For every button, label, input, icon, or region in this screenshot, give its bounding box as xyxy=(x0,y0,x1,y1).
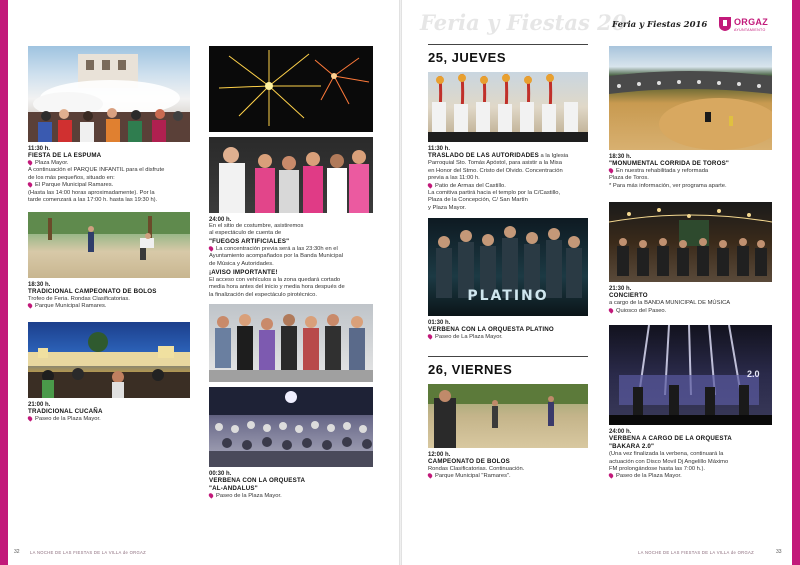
left-column-1 xyxy=(28,46,190,424)
bakara-stage-photo xyxy=(609,325,772,425)
fireworks-photo xyxy=(209,46,373,132)
event-description: de Música y Autoridades. xyxy=(209,260,274,267)
event-location: Paseo de la Plaza Mayor. xyxy=(609,473,772,480)
location-pin-icon xyxy=(427,182,433,188)
event-location: Parque Municipal Ramares. xyxy=(28,303,190,310)
event-time: 21:00 h. xyxy=(28,402,51,409)
bolos-championship-photo xyxy=(428,384,588,448)
procession-photo xyxy=(428,72,588,142)
warning-text: la finalización del espectáculo pirotécnico. xyxy=(209,291,317,298)
event-description: FM prolongándose hasta las 7:00 h.). xyxy=(609,465,706,472)
location-pin-icon xyxy=(427,472,433,478)
event-description: A continuación el PARQUE INFANTIL para el disfrute xyxy=(28,167,165,174)
event-location: Parque Municipal "Ramares". xyxy=(428,473,588,480)
location-pin-icon xyxy=(208,493,214,499)
header-title: Feria y Fiestas 2016 xyxy=(612,20,708,30)
location-pin-icon xyxy=(27,416,33,422)
al-andalus-band-photo xyxy=(209,304,373,382)
location-pin-icon xyxy=(427,334,433,340)
page-number-left: 32 xyxy=(14,549,20,555)
event-title-line: TRASLADO DE LAS AUTORIDADES a la Iglesia xyxy=(428,152,569,159)
day-heading-25: 25, JUEVES xyxy=(428,50,506,65)
event-description: (Una vez finalizada la verbena, continuará la xyxy=(609,451,724,458)
foam-party-illustration xyxy=(28,46,190,142)
event-location: Patio de Armas del Castillo. xyxy=(428,183,588,190)
bullring-illustration xyxy=(609,46,772,150)
orgaz-logo-subtext: AYUNTAMIENTO xyxy=(734,28,766,32)
event-description: Plaza de Toros. xyxy=(609,175,649,182)
event-location: La concentración previa será a las 23:30h en el xyxy=(209,246,373,253)
event-location: Quiosco del Paseo. xyxy=(609,308,772,315)
event-title-band: "BAKARA 2.0" xyxy=(609,443,655,451)
concert-band-photo xyxy=(609,202,772,282)
event-location: Paseo de la Plaza Mayor. xyxy=(28,416,190,423)
location-pin-icon xyxy=(608,307,614,313)
event-description: Trofeo de Feria. Rondas Clasificatorias. xyxy=(28,295,130,302)
location-pin-icon xyxy=(608,167,614,173)
event-note: * Para más información, ver programa aparte. xyxy=(609,182,727,189)
right-page xyxy=(400,0,792,565)
procession-illustration xyxy=(428,72,588,142)
event-title: CAMPEONATO DE BOLOS xyxy=(428,457,510,465)
event-time: 24:00 h. xyxy=(209,217,232,223)
bakara-logo-text: 2.0 xyxy=(747,369,760,380)
location-pin-icon xyxy=(27,182,33,188)
band-illustration xyxy=(209,304,373,382)
right-column-1 xyxy=(428,44,588,481)
cucana-illustration xyxy=(28,322,190,398)
bolos-illustration xyxy=(28,212,190,278)
event-time: 18:30 h. xyxy=(609,154,632,160)
location-pin-icon xyxy=(208,245,214,251)
event-description: actuación con Disco Movil Dj Angelillo Máximo xyxy=(609,458,729,465)
location-pin-icon xyxy=(27,159,33,165)
warning-title: ¡AVISO IMPORTANTE! xyxy=(209,269,278,277)
event-location: Paseo de La Plaza Mayor. xyxy=(428,334,588,341)
event-time: 21:30 h. xyxy=(609,286,632,293)
event-description: Parroquial Sto. Tomás Apóstol, para asistir a la Misa xyxy=(428,160,562,167)
platino-logo-text: PLATINO xyxy=(467,288,549,305)
event-title: CONCIERTO xyxy=(609,292,648,300)
foam-party-photo xyxy=(28,46,190,142)
event-title: VERBENA CON LA ORQUESTA xyxy=(209,477,306,485)
bullring-photo xyxy=(609,46,772,150)
orgaz-crest-icon xyxy=(718,16,732,32)
group-illustration xyxy=(209,137,373,213)
event-description: Plaza de la Concepción, C/ San Martín xyxy=(428,197,528,204)
bolos-game-photo xyxy=(28,212,190,278)
event-location: En nuestra rehabilitada y reformada xyxy=(609,168,772,175)
event-time: 12:00 h. xyxy=(428,451,451,458)
footer-left: LA NOCHE DE LAS FIESTAS DE LA VILLA de ORGAZ xyxy=(30,550,146,555)
event-title: VERBENA A CARGO DE LA ORQUESTA xyxy=(609,435,732,443)
location-pin-icon xyxy=(608,473,614,479)
orgaz-logo-text: ORGAZ xyxy=(734,17,768,27)
footer-right: LA NOCHE DE LAS FIESTAS DE LA VILLA de ORGAZ xyxy=(638,550,754,555)
event-time: 18:30 h. xyxy=(28,281,51,288)
warning-text: media hora antes del inicio y media hora después de xyxy=(209,284,345,291)
event-time: 01:30 h. xyxy=(428,320,451,327)
warning-text: El acceso con vehículos a la zona quedará cortado xyxy=(209,277,341,284)
event-title: TRADICIONAL CUCAÑA xyxy=(28,408,103,416)
location-pin-icon xyxy=(27,302,33,308)
ghost-title: Feria y Fiestas 20 xyxy=(420,10,627,35)
event-title: FIESTA DE LA ESPUMA xyxy=(28,152,102,159)
left-page xyxy=(8,0,400,565)
event-description: al espectáculo de cuenta de xyxy=(209,230,282,237)
cucana-night-photo xyxy=(28,322,190,398)
program-spread xyxy=(8,0,792,565)
event-description: Ayuntamiento acompañados por la Banda Municipal xyxy=(209,253,343,260)
right-column-2 xyxy=(609,46,772,481)
event-time: 00:30 h. xyxy=(209,471,232,478)
event-description: (Hasta las 14:00 horas aproximadamente). Por la xyxy=(28,189,155,196)
bolos-championship-illustration xyxy=(428,384,588,448)
event-title: "FUEGOS ARTIFICIALES" xyxy=(209,237,290,245)
day-heading-26: 26, VIERNES xyxy=(428,361,513,377)
crowd-illustration xyxy=(209,387,373,467)
page-number-right: 33 xyxy=(776,549,782,555)
event-title: VERBENA CON LA ORQUESTA PLATINO xyxy=(428,326,554,334)
event-title: "MONUMENTAL CORRIDA DE TOROS" xyxy=(609,160,730,167)
event-title-band: "AL-ANDALUS" xyxy=(209,485,258,493)
event-description: Rondas Clasificatorias. Continuación. xyxy=(428,465,525,472)
day-divider xyxy=(428,44,588,45)
fireworks-illustration xyxy=(209,46,373,132)
event-time: 24:00 h. xyxy=(609,429,632,436)
event-description: en Honor del Stmo. Cristo del Olvido. Concentración xyxy=(428,167,563,174)
event-location: Paseo de la Plaza Mayor. xyxy=(209,493,373,500)
day-divider xyxy=(428,356,588,357)
concert-illustration xyxy=(609,202,772,282)
event-description: y Plaza Mayor. xyxy=(428,204,467,211)
left-column-2 xyxy=(209,46,373,501)
event-description: La comitiva partirá hacia el templo por la C/Castillo, xyxy=(428,190,561,197)
event-title: TRADICIONAL CAMPEONATO DE BOLOS xyxy=(28,287,157,295)
event-location: Plaza Mayor. xyxy=(28,160,190,167)
verbena-crowd-photo xyxy=(209,387,373,467)
event-description: tarde comenzará a las 17:00 h. hasta las 19:30 h). xyxy=(28,197,158,204)
event-description: de los más pequeños, situado en: xyxy=(28,174,115,181)
event-description: En el sitio de costumbre, asistiremos xyxy=(209,223,304,229)
event-description: previa a las 11:00 h. xyxy=(428,175,480,182)
authorities-group-photo xyxy=(209,137,373,213)
platino-band-photo xyxy=(428,218,588,316)
event-description: a cargo de la BANDA MUNICIPAL DE MÚSICA xyxy=(609,300,731,307)
event-time: 11:30 h. xyxy=(428,146,451,152)
event-location: El Parque Municipal Ramares. xyxy=(28,182,190,189)
event-time: 11:30 h. xyxy=(28,146,51,152)
